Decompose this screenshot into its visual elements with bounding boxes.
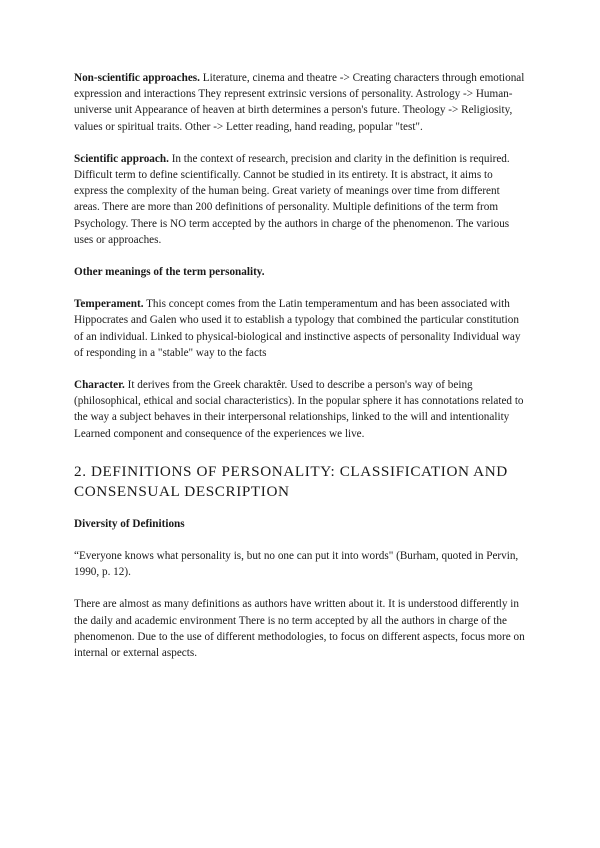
- paragraph-character: [74, 377, 528, 442]
- section-heading: 2. DEFINITIONS OF PERSONALITY: CLASSIFICATION AND CONSENSUAL DESCRIPTION: [74, 462, 508, 500]
- paragraph-temperament: [74, 296, 528, 361]
- paragraph-definitions: There are almost as many definitions as authors have written about it. It is understood differently in the daily and academic environment There is no term accepted by all the authors in charge of the phenomenon. Due to the use of different methodologies, to focus on different aspects, focus more on internal or external aspects.: [74, 598, 525, 660]
- quote-paragraph: “Everyone knows what personality is, but no one can put it into words" (Burham, quoted in Pervin, 1990, p. 12).: [74, 550, 519, 579]
- document-page: [74, 70, 528, 661]
- subheading-diversity: Diversity of Definitions: [74, 517, 185, 530]
- subheading-other-meanings: Other meanings of the term personality.: [74, 266, 265, 279]
- paragraph-text: This concept comes from the Latin temperamentum and has been associated with Hippocrates and Galen who used it to establish a typology that combined the particular constitution of an individual. Linked to physical-biological and instinctive aspects of personality Individual way of responding in a "stable" way to the facts: [74, 298, 521, 359]
- paragraph-scientific: [74, 151, 528, 248]
- paragraph-lead: Temperament.: [74, 298, 144, 311]
- paragraph-text: It derives from the Greek charaktêr. Used to describe a person's way of being (philosophical, ethical and social characteristics). In the popular sphere it has connotations related to the way a subject behaves in their interpersonal relationships, linked to the will and intentionality Learned component and consequence of the experiences we live.: [74, 379, 524, 440]
- paragraph-lead: Character.: [74, 379, 125, 392]
- paragraph-lead: Scientific approach.: [74, 152, 169, 165]
- paragraph-lead: Non-scientific approaches.: [74, 72, 200, 84]
- paragraph-non-scientific: [74, 70, 528, 135]
- paragraph-text: Literature, cinema and theatre -> Creating characters through emotional expression and interactions They represent extrinsic versions of personality. Astrology -> Human-universe unit Appearance of heaven at birth determines a person's future. Theology -> Religiosity, values or spiritual traits. Other -> Letter reading, hand reading, popular "test".: [74, 72, 525, 133]
- paragraph-text: In the context of research, precision and clarity in the definition is required. Difficult term to define scientifically. Cannot be studied in its entirety. It is abstract, it aims to express the complexity of the human being. Great variety of meanings over time from different areas. There are more than 200 definitions of personality. Multiple definitions of the term from Psychology. There is NO term accepted by the authors in charge of the phenomenon. The various uses or approaches.: [74, 152, 510, 246]
